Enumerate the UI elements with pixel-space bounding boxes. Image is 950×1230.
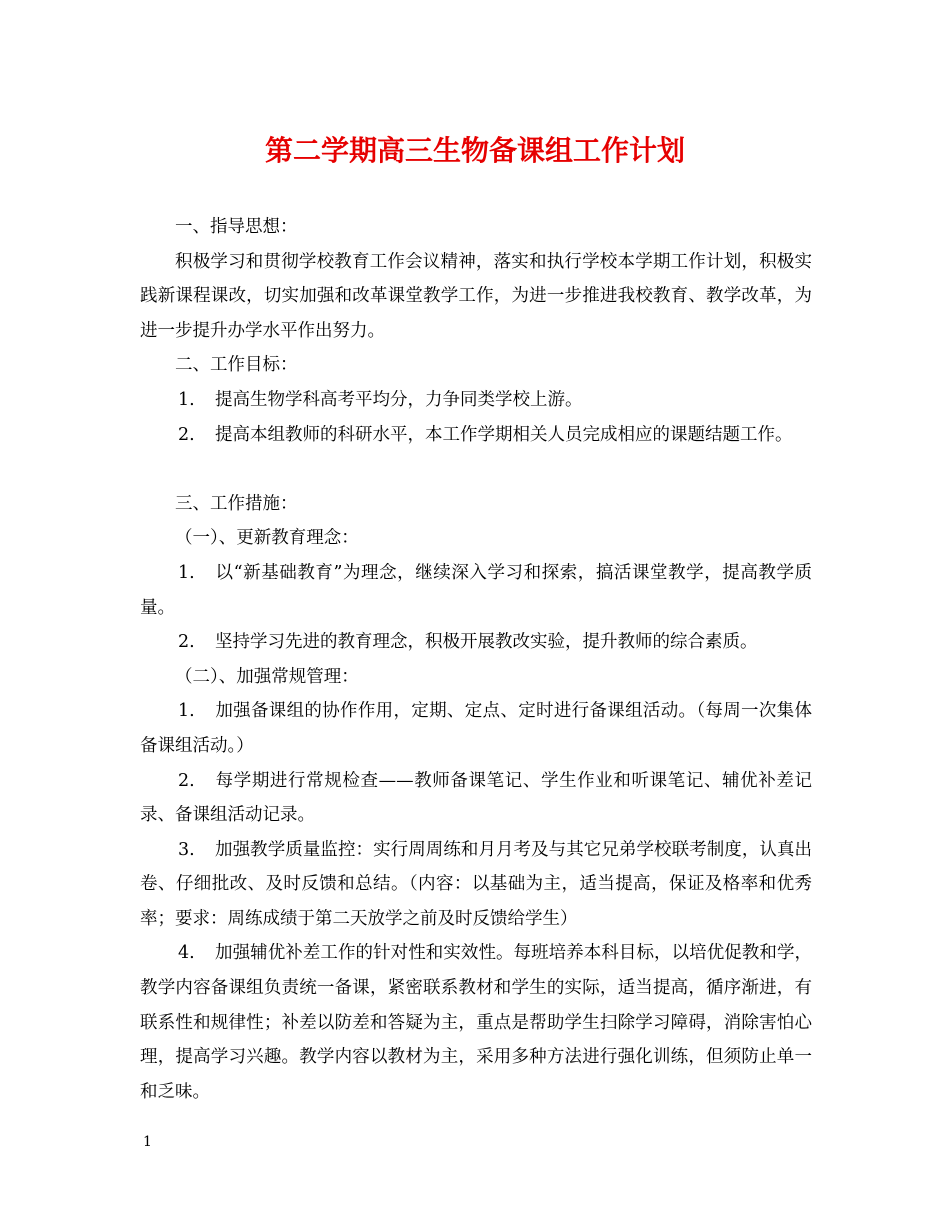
document-title: 第二学期高三生物备课组工作计划 [264,134,685,167]
subsection-heading-education-concept: （一）、更新教育理念： [175,528,359,549]
list-item [140,418,812,453]
list-item-number: 1. [178,562,195,583]
list-item-number: 1. [178,701,195,722]
section-heading-work-measures: 三、工作措施： [175,493,298,514]
list-item-text: 加强备课组的协作作用，定期、定点、定时进行备课组活动。（每周一次集体备课组活动。） [140,701,812,756]
subsection-heading-routine-management: （二）、加强常规管理： [175,666,359,687]
paragraph-guiding-ideology: 积极学习和贯彻学校教育工作会议精神，落实和执行学校本学期工作计划，积极实践新课程课改，切实加强和改革课堂教学工作，为进一步推进我校教育、教学改革，为进一步提升办学水平作出努力。 [140,251,812,341]
section-heading-guiding-ideology: 一、指导思想： [175,217,298,237]
list-item-text: 提高本组教师的科研水平，本工作学期相关人员完成相应的课题结题工作。 [215,424,793,445]
list-item [140,625,812,660]
document-body [140,210,812,1109]
list-item-number: 3. [178,839,195,860]
list-item-number: 2. [178,424,195,445]
list-item-number: 1. [178,389,195,410]
section-heading-work-goals: 二、工作目标： [175,355,298,376]
list-item-text: 提高生物学科高考平均分，力争同类学校上游。 [215,389,583,410]
list-item-number: 2. [178,632,195,653]
list-item-number: 4. [178,943,195,964]
list-item [140,833,812,937]
page-number: 1 [143,1134,152,1150]
list-item-text: 以“新基础教育”为理念，继续深入学习和探索，搞活课堂教学，提高教学质量。 [140,562,812,618]
list-item [140,694,812,763]
list-item [140,764,812,833]
list-item-text: 加强教学质量监控：实行周周练和月月考及与其它兄弟学校联考制度，认真出卷、仔细批改、及时反馈和总结。（内容：以基础为主，适当提高，保证及格率和优秀率；要求：周练成绩于第二天放学之前及时反馈给学生） [140,839,812,929]
list-item [140,936,812,1109]
list-item-text: 加强辅优补差工作的针对性和实效性。每班培养本科目标，以培优促教和学，教学内容备课组负责统一备课，紧密联系教材和学生的实际，适当提高，循序渐进，有联系性和规律性；补差以防差和答疑为主，重点是帮助学生扫除学习障碍，消除害怕心理，提高学习兴趣。教学内容以教材为主，采用多种方法进行强化训练，但须防止单一和乏味。 [140,943,812,1102]
list-item-text: 坚持学习先进的教育理念，积极开展教改实验，提升教师的综合素质。 [215,632,758,653]
list-item-text: 每学期进行常规检查——教师备课笔记、学生作业和听课笔记、辅优补差记录、备课组活动记录。 [140,770,812,826]
list-item-number: 2. [178,770,195,791]
list-item [140,556,812,625]
list-item [140,383,812,418]
blank-line [140,452,812,487]
